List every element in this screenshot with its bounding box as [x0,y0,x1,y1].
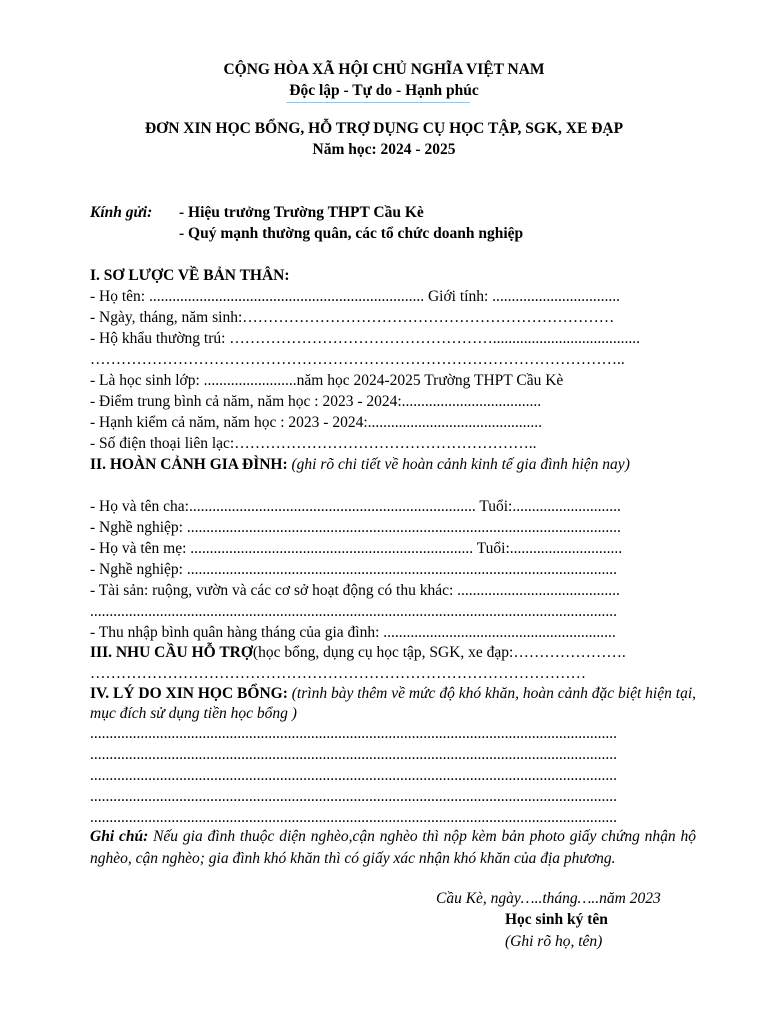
field-name-gender: - Họ tên: ....................................................................... Giới tính: ................................. [90,288,621,305]
recipient-sponsors: - Quý mạnh thường quân, các tổ chức doanh nghiệp [179,225,524,242]
field-father-job: - Nghề nghiệp: ................................................................................................................ [90,519,621,536]
place-date: Cầu Kè, ngày…..tháng…..năm 2023 [436,890,661,907]
field-residence: - Hộ khẩu thường trú: ……………………………………………...................................... [90,330,641,347]
footnote-label: Ghi chú: [90,828,149,845]
recipient-principal: - Hiệu trưởng Trường THPT Cầu Kè [179,204,424,221]
section3-heading: III. NHU CẦU HỖ TRỢ [90,644,253,661]
section4-note: (trình bày thêm về mức độ khó khăn, hoàn cảnh đặc biệt hiện tại, mục đích sử dụng tiền học bổng ) [90,685,696,722]
motto-underline [286,102,470,103]
form-title: ĐƠN XIN HỌC BỔNG, HỖ TRỢ DỤNG CỤ HỌC TẬP, SGK, XE ĐẠP [144,120,624,137]
recipient-label: Kính gửi: [90,204,153,221]
field-income: - Thu nhập bình quân hàng tháng của gia đình: ............................................................ [90,624,616,641]
field-mother: - Họ và tên mẹ: ......................................................................... Tuổi:............................. [90,540,623,557]
field-gpa: - Điểm trung bình cả năm, năm học : 2023 - 2024:.................................... [90,393,542,410]
field-father: - Họ và tên cha:.......................................................................... Tuổi:............................ [90,498,621,515]
signature-title: Học sinh ký tên [505,911,608,928]
field-phone: - Số điện thoại liên lạc:………………………………………………….. [90,435,537,452]
section4-intro [90,684,696,724]
field-mother-job: - Nghề nghiệp: ............................................................................................................... [90,561,617,578]
reason-line: ........................................................................................................................................ [90,725,617,742]
field-residence-cont: ………………………………………………………………………………………….. [90,351,625,368]
footnote-text: Nếu gia đình thuộc diện nghèo,cận nghèo thì nộp kèm bản photo giấy chứng nhận hộ nghèo, cận nghèo; gia đình khó khăn thì có giấy xác nhận khó khăn của địa phương. [90,828,697,867]
section2-heading: II. HOÀN CẢNH GIA ĐÌNH: [90,456,288,473]
reason-line: ........................................................................................................................................ [90,809,617,826]
field-assets-cont: ........................................................................................................................................ [90,603,617,620]
section3-text: (học bổng, dụng cụ học tập, SGK, xe đạp:…………………. [252,644,626,661]
section2-intro [90,455,696,475]
section2-note: (ghi rõ chi tiết về hoàn cảnh kinh tế gia đình hiện nay) [291,456,630,473]
field-birth-date: - Ngày, tháng, năm sinh:……………………………………………………………… [90,309,615,326]
section3-line [90,643,626,663]
reason-line: ........................................................................................................................................ [90,788,617,805]
footnote [90,826,696,869]
reason-line: ........................................................................................................................................ [90,746,617,763]
school-year: Năm học: 2024 - 2025 [312,141,456,158]
field-assets: - Tài sản: ruộng, vườn và các cơ sở hoạt động có thu khác: .......................................... [90,582,620,599]
nation-header: CỘNG HÒA XÃ HỘI CHỦ NGHĨA VIỆT NAM [223,61,545,78]
section3-dots: …………………………………………………………………………………… [90,665,586,682]
field-class: - Là học sinh lớp: ........................năm học 2024-2025 Trường THPT Cầu Kè [90,372,564,389]
section1-heading: I. SƠ LƯỢC VỀ BẢN THÂN: [90,267,290,284]
field-conduct: - Hạnh kiểm cả năm, năm học : 2023 - 2024:............................................. [90,414,543,431]
motto: Độc lập - Tự do - Hạnh phúc [289,82,479,99]
signature-hint: (Ghi rõ họ, tên) [505,933,603,950]
reason-line: ........................................................................................................................................ [90,767,617,784]
section4-heading: IV. LÝ DO XIN HỌC BỔNG: [90,685,288,702]
